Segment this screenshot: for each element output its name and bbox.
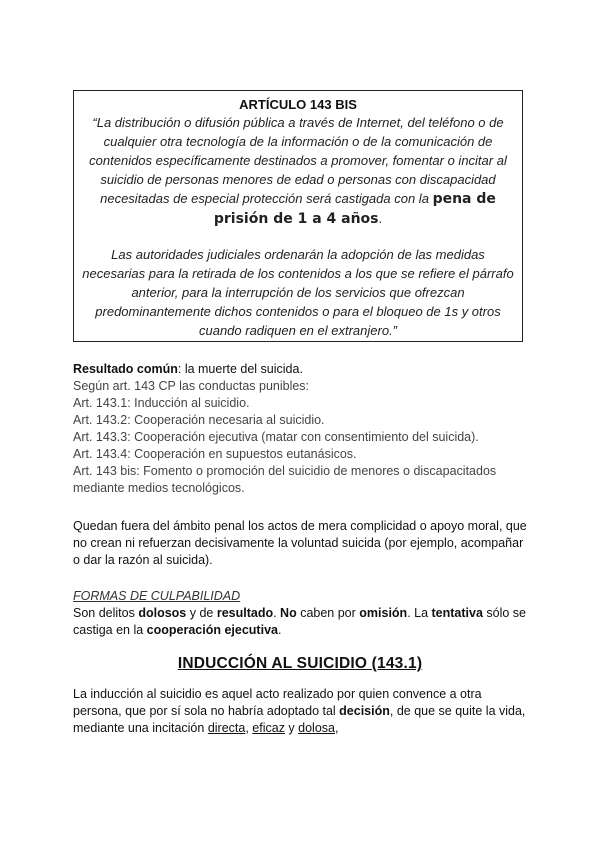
formas-t6: sólo se castiga en la: [73, 606, 527, 637]
formas-b5: tentativa: [431, 606, 483, 620]
induccion-t4: y: [284, 721, 299, 735]
formas-t7: .: [277, 623, 282, 637]
formas-heading: FORMAS DE CULPABILIDAD: [73, 589, 241, 603]
resultado-label: Resultado común: [73, 362, 178, 376]
ambito-paragraph: Quedan fuera del ámbito penal los actos de mera complicidad o apoyo moral, que no crean ni refuerzan decisivamente la voluntad suicida (por ejemplo, acompañar o dar la razón al suicida).: [73, 519, 527, 567]
induccion-t2: , de que se quite la vida, mediante una incitación: [73, 704, 526, 735]
section-heading: INDUCCIÓN AL SUICIDIO (143.1): [177, 655, 423, 672]
induccion-paragraph: [73, 686, 533, 737]
article-p1-text: “La distribución o difusión pública a través de Internet, del teléfono o de cualquier otra tecnología de la información o de la comunicación de contenidos específicamente destinados a promover, fomentar o incitar al suicidio de personas menores de edad o personas con discapacidad necesitadas de especial protección será castigada con la: [89, 115, 507, 206]
formas-b6: cooperación ejecutiva: [146, 623, 278, 637]
formas-b3: No: [280, 606, 297, 620]
formas-t1: Son delitos: [73, 606, 139, 620]
article-title: ARTÍCULO 143 BIS: [239, 97, 357, 112]
formas-t4: caben por: [296, 606, 360, 620]
induccion-b1: decisión: [339, 704, 390, 718]
formas-t5: . La: [407, 606, 432, 620]
article-p1-end: .: [378, 211, 383, 226]
formas-b1: dolosos: [138, 606, 187, 620]
formas-t3: .: [273, 606, 281, 620]
induccion-t1: La inducción al suicidio es aquel acto realizado por quien convence a otra persona, que por sí sola no habría adoptado tal: [73, 687, 482, 718]
formas-t2: y de: [186, 606, 217, 620]
list-item: Art. 143.1: Inducción al suicidio.: [73, 396, 250, 410]
list-item: Art. 143.2: Cooperación necesaria al suicidio.: [73, 413, 325, 427]
list-item: Art. 143.4: Cooperación en supuestos eutanásicos.: [73, 447, 357, 461]
article-penalty: pena de prisión de 1 a 4 años: [213, 191, 496, 227]
induccion-t5: ,: [335, 721, 339, 735]
formas-b4: omisión: [359, 606, 408, 620]
list-item: Art. 143 bis: Fomento o promoción del suicidio de menores o discapacitados mediante medios tecnológicos.: [73, 464, 497, 495]
induccion-u3: dolosa: [298, 721, 335, 735]
conductas-section: [73, 361, 533, 497]
induccion-u2: eficaz: [252, 721, 285, 735]
article-box: [73, 90, 523, 342]
article-paragraph-1: [78, 113, 518, 229]
formas-b2: resultado: [216, 606, 274, 620]
induccion-t3: ,: [245, 721, 253, 735]
list-item: Art. 143.3: Cooperación ejecutiva (matar con consentimiento del suicida).: [73, 430, 479, 444]
resultado-line: [73, 361, 533, 378]
formas-text: [73, 605, 533, 639]
induccion-u1: directa: [207, 721, 246, 735]
article-paragraph-2: Las autoridades judiciales ordenarán la adopción de las medidas necesarias para la retirada de los contenidos a los que se refiere el párrafo anterior, para la interrupción de los servicios que ofrezcan predominantemente dichos contenidos o para el bloqueo de 1s y otros cuando radiquen en el extranjero.”: [82, 247, 514, 338]
list-intro: Según art. 143 CP las conductas punibles:: [73, 379, 310, 393]
resultado-text: : la muerte del suicida.: [177, 362, 303, 376]
formas-section: [73, 588, 533, 639]
